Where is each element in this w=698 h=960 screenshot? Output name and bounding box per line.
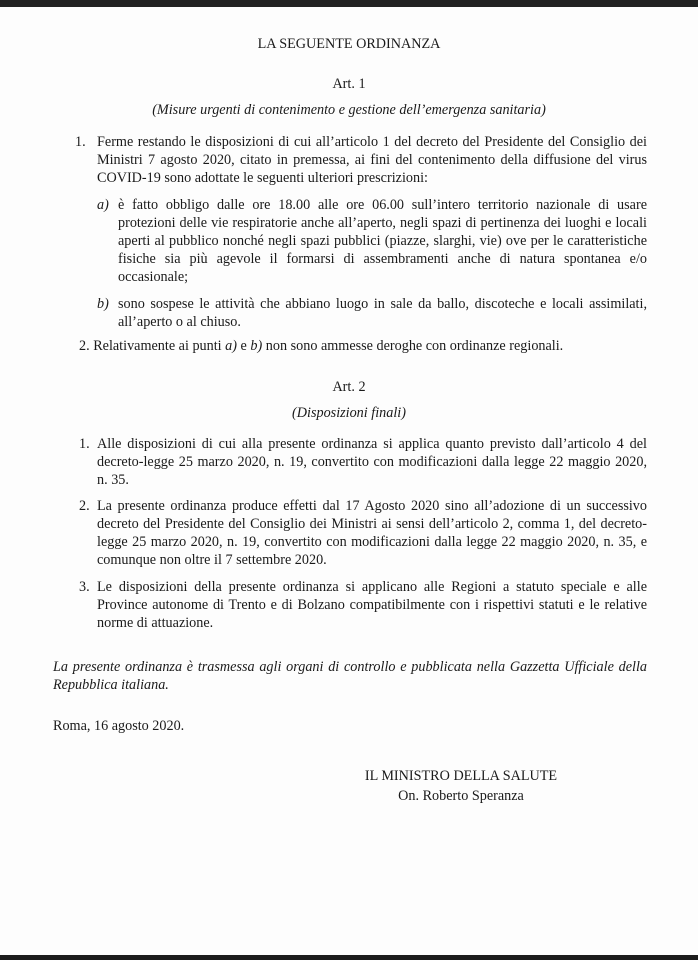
art2-item3-line: Le disposizioni della presente ordinanza si applicano alle Regioni a statuto speciale e alle [97,579,647,595]
art2-item1-line: Alle disposizioni di cui alla presente ordinanza si applica quanto previsto dall’articolo 4 del [97,436,647,452]
signature-name: On. Roberto Speranza [398,788,524,804]
art2-item3-line: norme di attuazione. [97,615,214,631]
closing-line: La presente ordinanza è trasmessa agli organi di controllo e pubblicata nella Gazzetta Ufficiale della [53,659,647,675]
art1-item2-text-before: Relativamente ai punti [93,338,222,354]
art2-item1-line: decreto-legge 25 marzo 2020, n. 19, convertito con modificazioni dalla legge 22 maggio 2020, [97,454,647,470]
place-date: Roma, 16 agosto 2020. [53,718,185,734]
article-1-subtitle: (Misure urgenti di contenimento e gestione dell’emergenza sanitaria) [152,102,546,118]
art1-sub-a-line: aperti al pubblico nonché negli spazi pubblici (piazze, slarghi, vie) ove per le caratteristiche [118,233,647,249]
art2-item1-number: 1. [79,436,90,452]
art1-item1-line: Ferme restando le disposizioni di cui all’articolo 1 del decreto del Presidente del Consiglio dei [97,134,647,150]
bottom-dark-border [0,955,698,960]
art2-item2-line: comunque non oltre il 7 settembre 2020. [97,552,327,568]
article-2-title: Art. 2 [332,379,366,395]
top-dark-border [0,0,698,7]
document-heading: LA SEGUENTE ORDINANZA [257,36,441,52]
document-page [0,7,698,955]
article-1-title: Art. 1 [332,76,366,92]
art1-sub-b-line: sono sospese le attività che abbiano luogo in sale da ballo, discoteche e locali assimilati, [118,296,647,312]
art1-item2-text-after: non sono ammesse deroghe con ordinanze regionali. [265,338,564,354]
art1-item2-ref-b: b) [250,338,263,354]
art1-item1-number: 1. [75,134,86,150]
art2-item2-line: La presente ordinanza produce effetti dal 17 Agosto 2020 sino all’adozione di un successivo [97,498,647,514]
art1-item2-conj: e [240,338,247,354]
art1-item2-number: 2. [79,338,90,354]
art2-item3-line: Province autonome di Trento e di Bolzano compatibilmente con i rispettivi statuti e le relative [97,597,647,613]
closing-line: Repubblica italiana. [53,677,169,693]
art1-sub-b-line: all’aperto o al chiuso. [118,314,241,330]
art1-sub-a-line: occasionale; [118,269,189,285]
art1-sub-a-line: fisiche sia più agevole il formarsi di assembramenti anche di natura spontanea e/o [118,251,647,267]
art1-sub-a-line: protezioni delle vie respiratorie anche all’aperto, negli spazi di pertinenza dei luoghi e locali [118,215,647,231]
art2-item1-line: n. 35. [97,472,129,488]
art1-item2 [79,337,563,355]
art1-item1-line: Ministri 7 agosto 2020, citato in premessa, ai fini del contenimento della diffusione del virus [97,152,647,168]
art1-item1-line: COVID-19 sono adottate le seguenti ulteriori prescrizioni: [97,170,428,186]
art1-sub-a-line: è fatto obbligo dalle ore 18.00 alle ore 06.00 sull’intero territorio nazionale di usare [118,197,647,213]
art1-sub-b-label: b) [97,296,109,312]
article-2-subtitle: (Disposizioni finali) [292,405,406,421]
signature-title: IL MINISTRO DELLA SALUTE [364,768,558,784]
art1-item2-ref-a: a) [225,338,237,354]
art2-item2-line: legge 25 marzo 2020, n. 19, convertito con modificazioni dalla legge 22 maggio 2020, n. 35, e [97,534,647,550]
art2-item2-number: 2. [79,498,90,514]
art2-item2-line: decreto del Presidente del Consiglio dei Ministri ai sensi dell’articolo 2, comma 1, del decreto- [97,516,647,532]
art2-item3-number: 3. [79,579,90,595]
art1-sub-a-label: a) [97,197,109,213]
